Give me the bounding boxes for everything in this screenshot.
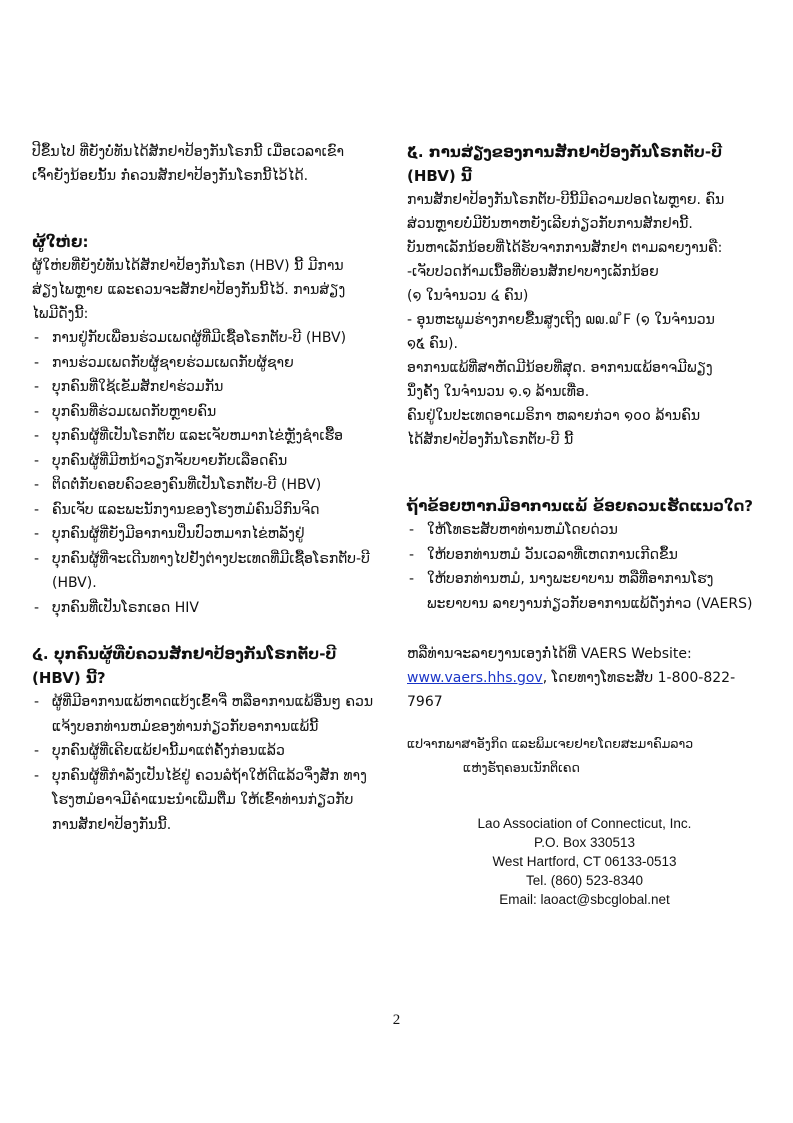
risk-list-item: - ບຸກຄົນຜູ້ທີ່ຈະເດີນທາງໄປຢັງຕ່າງປະເທດທີ່ມີເຊື້ອໂຣກຕັບ-ບີ (HBV). (32, 547, 377, 596)
association-name: Lao Association of Connecticut, Inc. (477, 816, 692, 831)
association-city: West Hartford, CT 06133-0513 (492, 854, 677, 869)
contraindication-item: - ຜູ້ທີ່ມີອາການແພ້ຫາດແບ້ງເຂົ້າຈີ່ ຫລືອາການແພ້ອື່ນໆ ຄວນແຈ້ງບອກທ່ານຫມໍຂອງທ່ານກ່ຽວກັບອາການແພ້ນີ້ (32, 690, 377, 739)
left-column (32, 140, 377, 837)
risk-list-item: - ການຮ່ວມເພດກັບຜູ້ຊາຍຮ່ວມເພດກັບຜູ້ຊາຍ (32, 351, 377, 376)
page-number: 2 (392, 1012, 401, 1028)
right-column (407, 140, 762, 909)
section5-line: ນຶ່ງຄັ້ງ ໃນຈຳນວນ ໑.໑ ລ້ານເທື່ອ. (407, 384, 590, 400)
risk-list-item: - ຕິດຕໍ່ກັບຄອບຄົວຂອງຄົນທີ່ເປັນໂຣກຕັບ-ບີ (HBV) (32, 473, 377, 498)
section5-line: ໑໕ ຄົນ). (407, 336, 458, 352)
risk-list-item: - ບຸກຄົນຜູ້ທີ່ມີຫນ້າວຽກຈັບບາຍກັບເລືອດຄົນ (32, 449, 377, 474)
adults-text-line: ຜູ້ໃຫ່ຍທີ່ຍັງບໍ່ທັນໄດ້ສັກຢາປ້ອງກັນໂຣກ (HBV) ນີ້ ມີການ (32, 258, 344, 274)
contraindication-list (32, 690, 377, 837)
adults-heading: ຜູ້ໃຫ່ຍ: (32, 233, 89, 251)
reaction-step-item: - ໃຫ້ໂທຣະສັບຫາທ່ານຫມໍໂດຍດ່ວນ (407, 518, 762, 543)
section4-heading: ໔. ບຸກຄົນຜູ້ທີ່ບໍ່ຄວນສັກຢາປ້ອງກັນໂຣກຕັບ-ບີ (HBV) ນີ້? (32, 645, 337, 687)
section5-line: (໑ ໃນຈຳນວນ ໔ ຄົນ) (407, 288, 529, 304)
adults-text-line: ສ່ຽງໄພຫຼາຍ ແລະຄວນຈະສັກຢາປ້ອງກັນນີ້ໄວ້. ການສ່ຽງ (32, 282, 346, 298)
risk-list-item: - ບຸກຄົນທີ່ຮ່ວມເພດກັບຫຼາຍຄົນ (32, 400, 377, 425)
section5-line: ຄົນຢູ່ໃນປະເທດອາເມຣິກາ ຫລາຍກ່ວາ ໑໐໐ ລ້ານຄົນ (407, 408, 701, 424)
vaers-website-link[interactable]: www.vaers.hhs.gov (407, 670, 543, 686)
risk-list-item: - ບຸກຄົນທີ່ໃຊ້ເຂັມສັກຢາຮ່ວມກັນ (32, 375, 377, 400)
translation-note: ແຫ່ງຣັຖຄອນເນັກຕິເຄດ (463, 760, 580, 775)
risk-list (32, 326, 377, 620)
intro-line: ປີຂຶ້ນໄປ ທີ່ຍັງບໍ່ທັນໄດ້ສັກຢາປ້ອງກັນໂຣກນີ້ ເມື່ອເວລາເຂົາ (32, 144, 345, 160)
risk-list-item: - ການຢູ່ກັບເພື່ອນຮ່ວມເພດຜູ້ທີ່ມີເຊື້ອໂຣກຕັບ-ບີ (HBV) (32, 326, 377, 351)
section5-line: ການສັກຢາປ້ອງກັນໂຣກຕັບ-ບີນີ້ມີຄວາມປອດໄພຫຼາຍ. ຄົນ (407, 192, 725, 208)
reaction-step-item: - ໃຫ້ບອກທ່ານຫມໍ, ນາງພະຍາບານ ຫລືທີ່ອາການໂຮງພະຍາບານ ລາຍງານກ່ຽວກັບອາການແພ້ດັ່ງກ່າວ (VAERS) (407, 567, 762, 616)
section5-line: ສ່ວນຫຼາຍບໍ່ມີບັນຫາຫຍັງເລີຍກ່ຽວກັບການສັກຢານີ້. (407, 216, 693, 232)
risk-list-item: - ບຸກຄົນຜູ້ທີ່ເປັນໂຣກຕັບ ແລະເຈັບຫມາກໄຂ່ຫຼັງຊຳເຮື້ອ (32, 424, 377, 449)
section5-line: ໄດ້ສັກຢາປ້ອງກັນໂຣກຕັບ-ບີ ນີ້ (407, 432, 574, 448)
association-phone: Tel. (860) 523-8340 (525, 873, 644, 888)
risk-list-item: - ບຸກຄົນຜູ້ທີ່ຍັງມີອາການປິ່ນປົວຫມາກໄຂ່ຫລັງຢູ່ (32, 522, 377, 547)
risk-list-item: - ຄົນເຈັບ ແລະພະນັກງານຂອງໂຮງຫມໍຄົນວິກົນຈິດ (32, 498, 377, 523)
adults-text-line: ໄພມີດັ່ງນີ້: (32, 306, 89, 322)
section5-line: ບັນຫາເລັກນ້ອຍທີ່ໄດ້ຮັບຈາກການສັກຢາ ຕາມລາຍງານຄື: (407, 240, 723, 256)
reaction-step-item: - ໃຫ້ບອກທ່ານຫມໍ ວັນເວລາທີ່ເຫດການເກີດຂຶ້ນ (407, 543, 762, 568)
reaction-steps-list (407, 518, 762, 616)
intro-line: ເຈົ້າຍັງນ້ອຍນັ້ນ ກໍ່ຄວນສັກຢາປ້ອງກັນໂຣກນີ້ໄວ້ໄດ້. (32, 168, 309, 184)
vaers-phone-text: , ໂດຍທາງໂທຣະສັບ 1-800-822-7967 (407, 670, 736, 710)
section5-line: - ອຸນຫະພູມຮ່າງກາຍຂື້ນສູງເຖິງ ໙໙.໙ ̊F (໑ ໃນຈຳນວນ (407, 312, 715, 328)
association-po-box: P.O. Box 330513 (533, 835, 636, 850)
association-address (407, 814, 762, 909)
association-email[interactable]: Email: laoact@sbcglobal.net (499, 892, 670, 907)
contraindication-item: - ບຸກຄົນຜູ້ທີ່ເຄີຍແພ້ຢານີ້ມາແຕ່ຄັ້ງກ່ອນແລ້ວ (32, 739, 377, 764)
section5-heading: ໕. ການສ່ຽງຂອງການສັກຢາປ້ອງກັນໂຣກຕັບ-ບີ (HBV) ນີ້ (407, 143, 722, 185)
contraindication-item: - ບຸກຄົນຜູ້ທີ່ກຳລັງເປັນໄຂ້ຢູ່ ຄວນລໍຖ້າໃຫ້ດີແລ້ວຈຶ່ງສັກ ທາງໂຮງຫມໍອາຈມີຄຳແນະນຳເພີ່ມຕື່ມ ໃຫ້ເຂົ້າທ່ານກ່ຽວກັບການສັກຢາປ້ອງກັນນີ້. (32, 764, 377, 838)
section6-heading: ຖ້າຂ້ອຍຫາກມີອາການແພ້ ຂ້ອຍຄວນເຮັດແນວໃດ? (407, 497, 753, 515)
risk-list-item: - ບຸກຄົນທີ່ເປັນໂຣກເອດ HIV (32, 596, 377, 621)
section5-line: ອາການແພ້ທີ່ສາຫັດມີນ້ອຍທີ່ສຸດ. ອາການແພ້ອາຈມີພຽງ (407, 360, 713, 376)
vaers-contact-line (407, 666, 762, 714)
translation-note: ແປຈາກພາສາອັງກິດ ແລະພິມເຈຍຢາຍໂດຍສະມາຄົມລາວ (407, 736, 694, 751)
vaers-report-line: ຫລືທ່ານຈະລາຍງານເອງກໍ່ໄດ້ທີ່ VAERS Website: (407, 646, 692, 662)
section5-line: -ເຈັບປວດກ້າມເນື້ອທີ່ບ່ອນສັກຢາບາງເລັກນ້ອຍ (407, 264, 659, 280)
